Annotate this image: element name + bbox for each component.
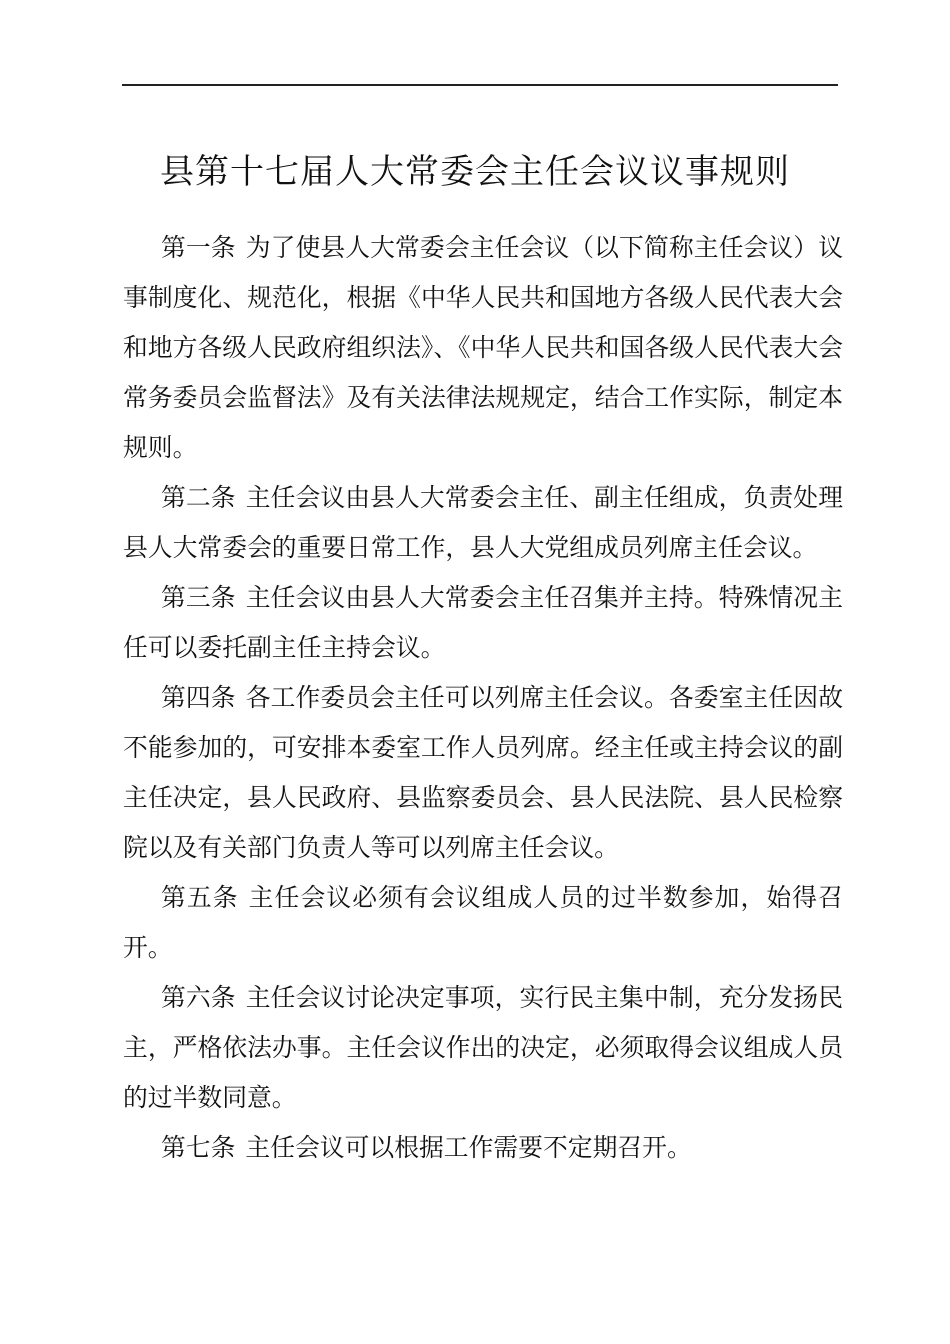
article-4	[123, 673, 843, 873]
article-text: 主任会议由县人大常委会主任召集并主持。特殊情况主任可以委托副主任主持会议。	[123, 583, 843, 662]
document-body	[123, 223, 843, 1173]
article-text: 主任会议讨论决定事项，实行民主集中制，充分发扬民主，严格依法办事。主任会议作出的决定，必须取得会议组成人员的过半数同意。	[123, 983, 843, 1112]
article-label: 第二条	[161, 483, 236, 512]
article-label: 第一条	[161, 233, 236, 262]
article-text: 各工作委员会主任可以列席主任会议。各委室主任因故不能参加的，可安排本委室工作人员列席。经主任或主持会议的副主任决定，县人民政府、县监察委员会、县人民法院、县人民检察院以及有关部门负责人等可以列席主任会议。	[123, 683, 843, 862]
article-7	[123, 1123, 843, 1173]
article-6	[123, 973, 843, 1123]
article-label: 第四条	[161, 683, 236, 712]
header-rule	[122, 84, 838, 86]
article-label: 第三条	[161, 583, 236, 612]
article-3	[123, 573, 843, 673]
article-1	[123, 223, 843, 473]
article-5	[123, 873, 843, 973]
article-text: 主任会议必须有会议组成人员的过半数参加，始得召开。	[123, 883, 843, 962]
document-title: 县第十七届人大常委会主任会议议事规则	[160, 151, 790, 192]
article-text: 主任会议可以根据工作需要不定期召开。	[245, 1133, 692, 1162]
article-label: 第七条	[161, 1133, 236, 1162]
article-label: 第六条	[161, 983, 236, 1012]
article-2	[123, 473, 843, 573]
article-label: 第五条	[161, 883, 239, 912]
article-text: 为了使县人大常委会主任会议（以下简称主任会议）议事制度化、规范化，根据《中华人民共和国地方各级人民代表大会和地方各级人民政府组织法》、《中华人民共和国各级人民代表大会常务委员会监督法》及有关法律法规规定，结合工作实际，制定本规则。	[123, 233, 843, 462]
article-text: 主任会议由县人大常委会主任、副主任组成，负责处理县人大常委会的重要日常工作，县人大党组成员列席主任会议。	[123, 483, 843, 562]
